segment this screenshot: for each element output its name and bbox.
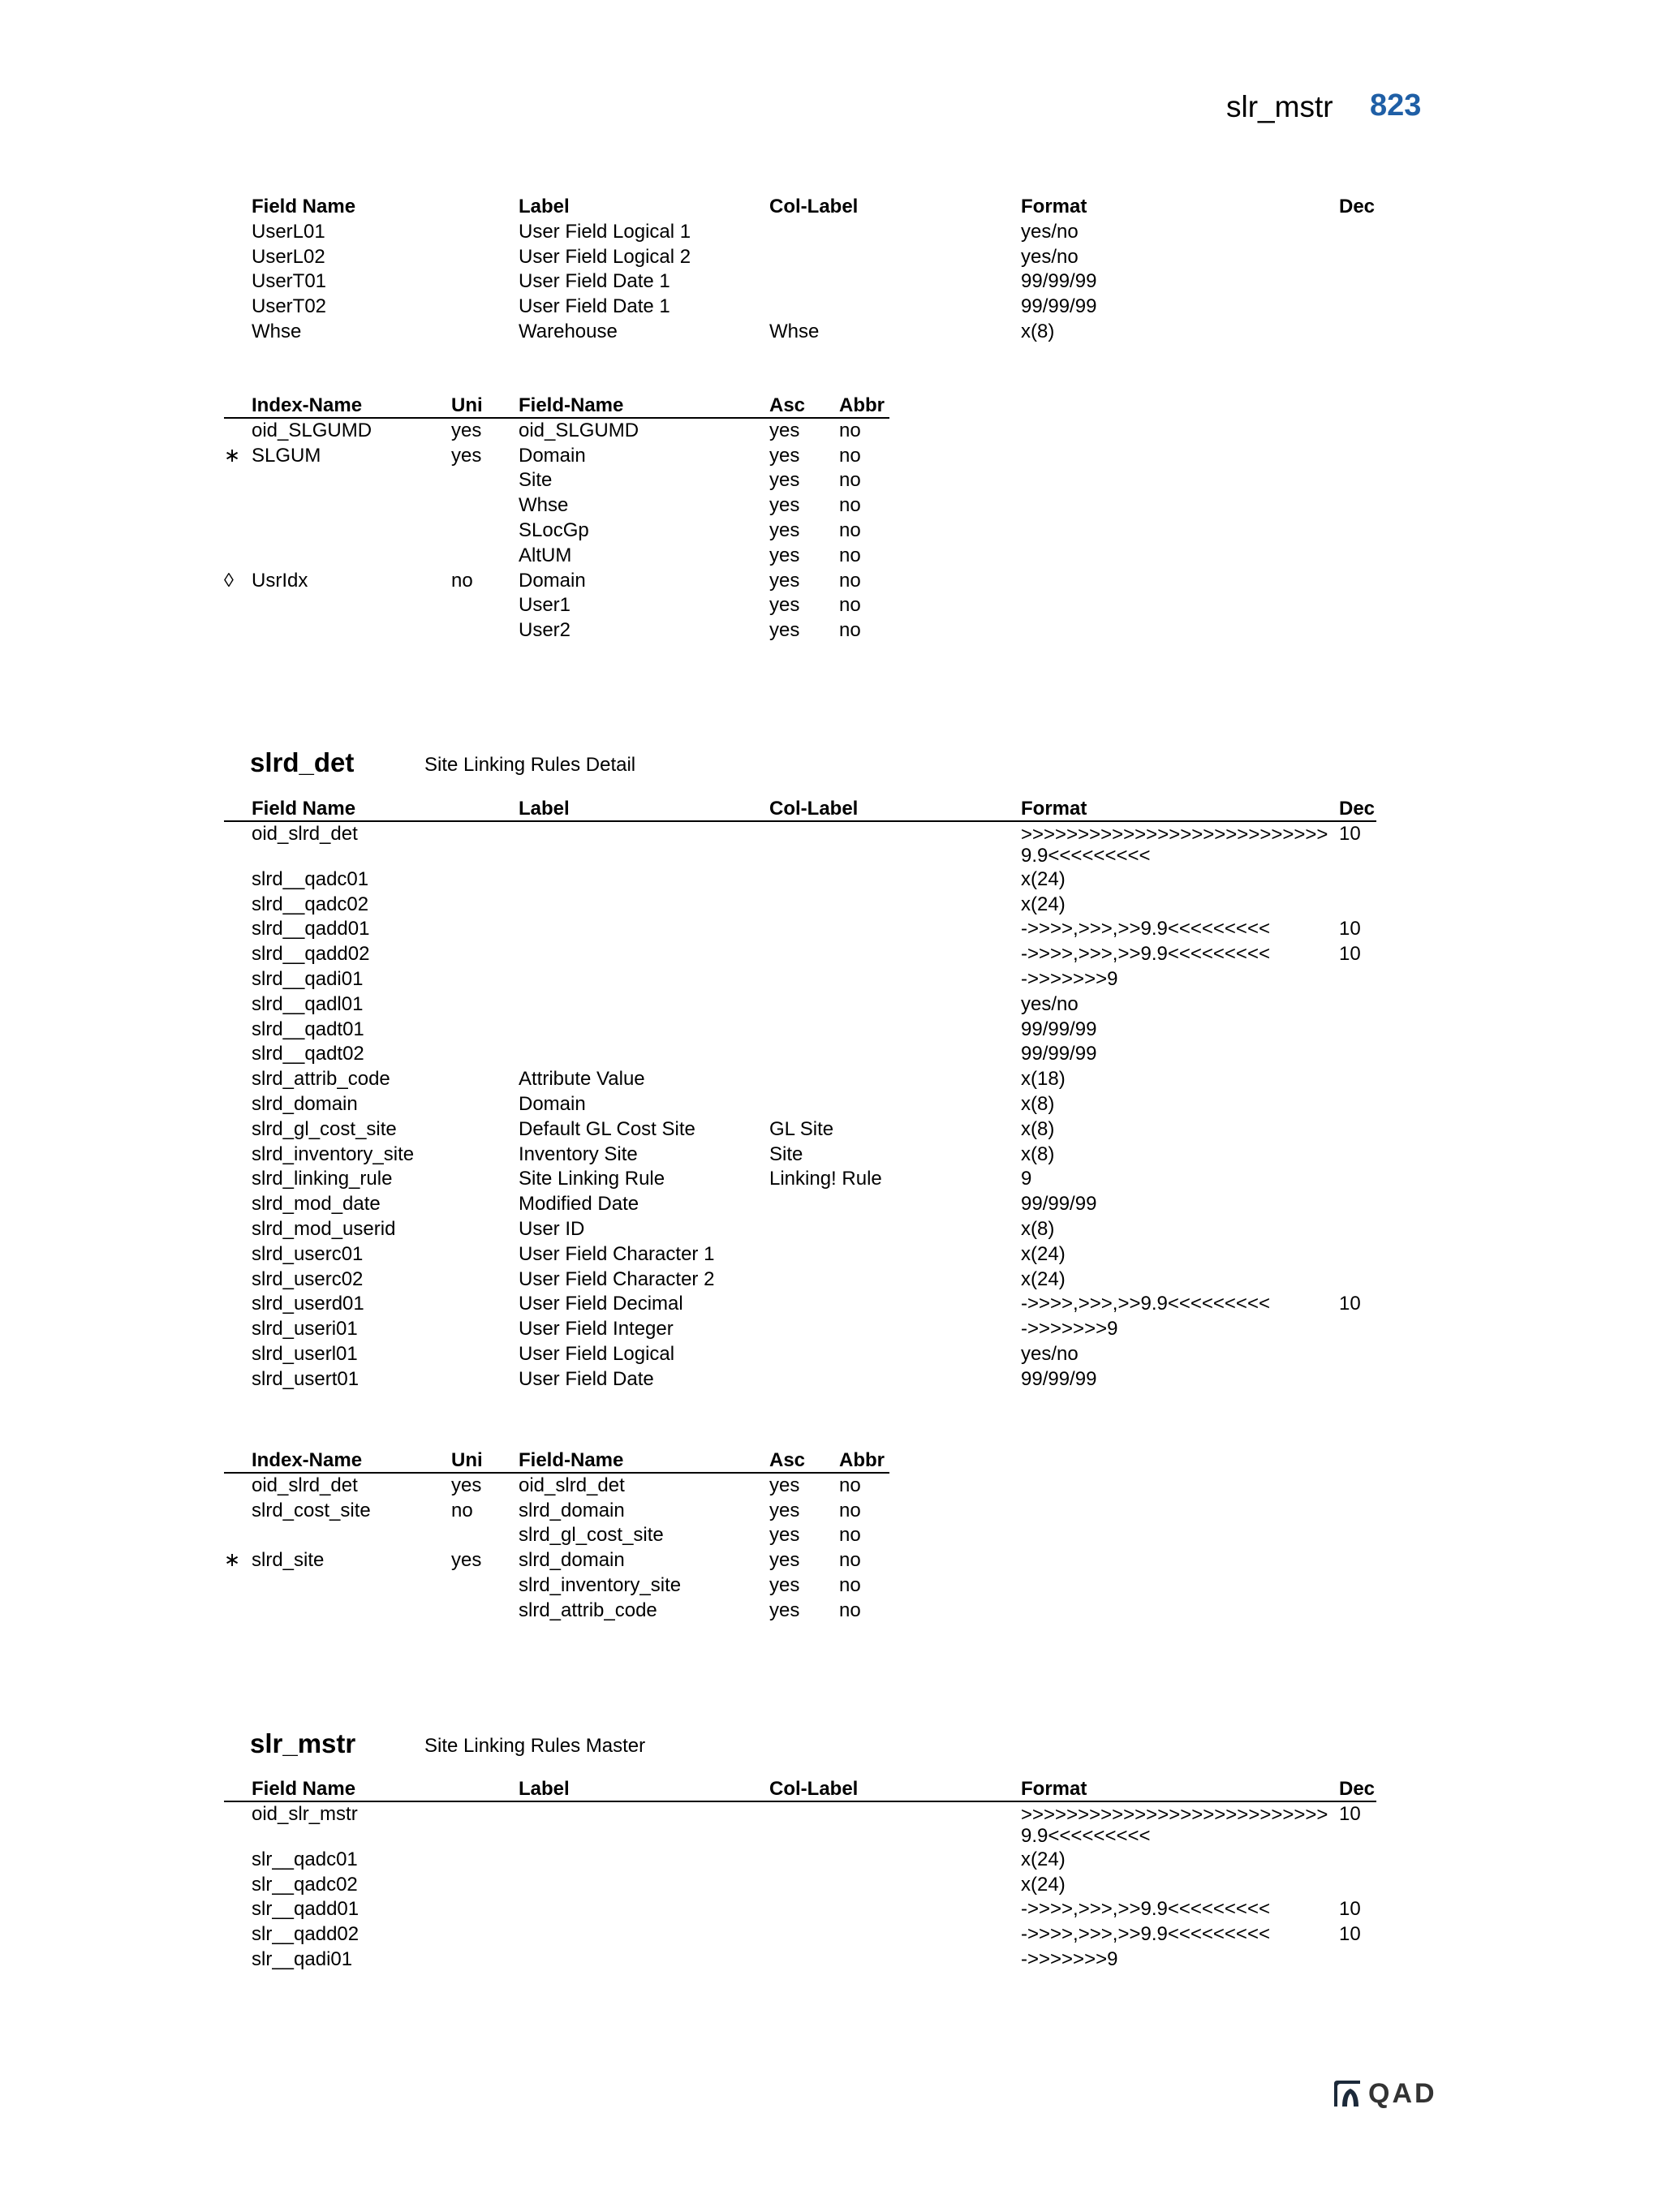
asc-cell: yes (769, 469, 800, 492)
table-row (224, 1802, 1376, 1848)
table-row (224, 992, 1376, 1018)
format-cell: ->>>>,>>>,>>9.9<<<<<<<<< (1021, 943, 1270, 966)
field-table-header (224, 1777, 1376, 1802)
index-table-continued (224, 394, 889, 643)
field-name-cell: slrd__qadt02 (252, 1043, 364, 1065)
format-cell: x(18) (1021, 1068, 1066, 1091)
abbr-header: Abbr (839, 1449, 885, 1471)
table-row (224, 1947, 1376, 1973)
field-name-cell: slrd_inventory_site (252, 1143, 415, 1165)
dec-cell: 10 (1339, 918, 1361, 940)
table-row (224, 468, 889, 493)
format-header: Format (1021, 798, 1087, 820)
field-table-continued (224, 195, 1376, 345)
field-name-cell: slrd__qadc02 (252, 893, 369, 915)
running-title: slr_mstr (1226, 90, 1333, 123)
field-name-cell: oid_slrd_det (519, 1474, 625, 1496)
section-description-slrd-det: Site Linking Rules Detail (424, 754, 636, 776)
table-row (224, 1018, 1376, 1043)
abbr-cell: no (839, 444, 861, 467)
asc-cell: yes (769, 444, 800, 467)
field-name-cell: slrd_mod_userid (252, 1217, 396, 1240)
table-row (224, 569, 889, 594)
field-name-cell: Whse (252, 320, 302, 342)
format-cell: ->>>>>>>9 (1021, 1318, 1118, 1341)
table-row (224, 544, 889, 569)
abbr-cell: no (839, 519, 861, 541)
table-row (224, 1242, 1376, 1267)
table-row (224, 320, 1376, 345)
format-cell: x(24) (1021, 893, 1066, 915)
field-name-cell: slr__qadc01 (252, 1848, 358, 1870)
format-cell: ->>>>>>>9 (1021, 967, 1118, 990)
field-name-cell: AltUM (519, 544, 572, 566)
format-cell: ->>>>,>>>,>>9.9<<<<<<<<< (1021, 1923, 1270, 1946)
field-name-cell: UserT02 (252, 295, 327, 318)
format-cell: yes/no (1021, 1342, 1079, 1365)
field-name-cell: Site (519, 469, 553, 492)
abbr-cell: no (839, 1524, 861, 1547)
label-cell: Modified Date (519, 1193, 639, 1216)
label-cell: User Field Character 2 (519, 1267, 715, 1290)
asc-cell: yes (769, 519, 800, 541)
field-name-cell: slrd_domain (519, 1499, 625, 1521)
abbr-cell: no (839, 1573, 861, 1596)
label-header: Label (519, 196, 570, 217)
field-name-cell: slrd__qadd02 (252, 943, 370, 966)
label-cell: Warehouse (519, 320, 618, 342)
field-name-cell: slrd__qadt01 (252, 1018, 364, 1040)
uni-header: Uni (451, 394, 483, 416)
table-row (224, 1067, 1376, 1092)
field-name-cell: slrd_userl01 (252, 1342, 358, 1365)
field-name-cell: slrd_userc02 (252, 1267, 364, 1290)
table-row (224, 1367, 1376, 1392)
asc-cell: yes (769, 419, 800, 441)
table-row (224, 1317, 1376, 1342)
section-title-slr-mstr: slr_mstr (250, 1728, 356, 1758)
label-cell: User Field Logical 2 (519, 245, 691, 268)
qad-logo-icon (1331, 2077, 1363, 2110)
label-header: Label (519, 798, 570, 820)
table-row (224, 893, 1376, 918)
asc-cell: yes (769, 1549, 800, 1572)
abbr-cell: no (839, 619, 861, 642)
page-number: 823 (1370, 88, 1422, 123)
field-name-header: Field-Name (519, 394, 624, 416)
index-marker: ◊ (224, 569, 234, 592)
label-cell: User ID (519, 1217, 585, 1240)
table-row (224, 1192, 1376, 1217)
format-cell: ->>>>,>>>,>>9.9<<<<<<<<< (1021, 1293, 1270, 1315)
table-row (224, 1848, 1376, 1873)
index-name-cell: SLGUM (252, 444, 321, 467)
format-cell: >>>>>>>>>>>>>>>>>>>>>>>>>>>9.9<<<<<<<<< (1021, 1803, 1328, 1847)
asc-cell: yes (769, 569, 800, 592)
qad-logo-text: QAD (1368, 2077, 1437, 2109)
label-cell: Inventory Site (519, 1143, 638, 1165)
uni-cell: no (451, 1499, 473, 1521)
table-row (224, 1548, 889, 1573)
field-name-cell: slrd_domain (519, 1549, 625, 1572)
format-cell: >>>>>>>>>>>>>>>>>>>>>>>>>>>9.9<<<<<<<<< (1021, 823, 1328, 867)
dec-header: Dec (1339, 798, 1376, 820)
format-cell: x(8) (1021, 320, 1055, 342)
field-name-cell: slrd_linking_rule (252, 1168, 393, 1190)
dec-header: Dec (1339, 1778, 1376, 1800)
field-name-cell: Domain (519, 444, 586, 467)
field-table-header (224, 195, 1376, 220)
field-name-cell: slrd__qadd01 (252, 918, 370, 940)
table-row (224, 444, 889, 469)
asc-cell: yes (769, 1573, 800, 1596)
table-row (224, 1167, 1376, 1192)
asc-cell: yes (769, 1474, 800, 1496)
field-name-cell: slr__qadi01 (252, 1947, 353, 1970)
format-cell: ->>>>>>>9 (1021, 1947, 1118, 1970)
qad-logo (1331, 2077, 1437, 2110)
field-name-header: Field Name (252, 1778, 356, 1800)
label-cell: User Field Decimal (519, 1293, 683, 1315)
table-row (224, 1573, 889, 1599)
table-row (224, 269, 1376, 295)
asc-cell: yes (769, 1499, 800, 1521)
format-cell: 99/99/99 (1021, 1018, 1097, 1040)
label-cell: Attribute Value (519, 1068, 645, 1091)
table-row (224, 1474, 889, 1499)
field-name-cell: Domain (519, 569, 586, 592)
table-row (224, 618, 889, 643)
index-table-header (224, 394, 889, 419)
label-cell: User Field Character 1 (519, 1242, 715, 1265)
label-cell: Site Linking Rule (519, 1168, 665, 1190)
uni-cell: yes (451, 419, 482, 441)
asc-cell: yes (769, 594, 800, 617)
index-marker: ∗ (224, 1549, 241, 1572)
table-row (224, 967, 1376, 992)
format-cell: yes/no (1021, 245, 1079, 268)
table-row (224, 220, 1376, 245)
abbr-header: Abbr (839, 394, 885, 416)
field-name-cell: slrd_inventory_site (519, 1573, 682, 1596)
table-row (224, 519, 889, 544)
field-name-cell: slrd_gl_cost_site (252, 1117, 397, 1140)
abbr-cell: no (839, 1599, 861, 1621)
format-cell: 99/99/99 (1021, 1193, 1097, 1216)
table-row (224, 1342, 1376, 1367)
format-cell: x(24) (1021, 1873, 1066, 1896)
col-label-cell: GL Site (769, 1117, 834, 1140)
field-name-cell: slrd__qadc01 (252, 867, 369, 890)
abbr-cell: no (839, 1499, 861, 1521)
field-table-header (224, 797, 1376, 822)
format-header: Format (1021, 196, 1087, 217)
section-description-slr-mstr: Site Linking Rules Master (424, 1735, 646, 1757)
field-name-header: Field Name (252, 196, 356, 217)
field-name-cell: slrd_useri01 (252, 1318, 358, 1341)
field-name-cell: slrd_mod_date (252, 1193, 381, 1216)
field-name-cell: UserT01 (252, 270, 327, 293)
abbr-cell: no (839, 594, 861, 617)
field-name-cell: oid_slr_mstr (252, 1802, 358, 1825)
label-cell: Default GL Cost Site (519, 1117, 695, 1140)
uni-header: Uni (451, 1449, 483, 1471)
table-row (224, 1897, 1376, 1922)
table-row (224, 593, 889, 618)
format-cell: x(8) (1021, 1092, 1055, 1115)
label-cell: User Field Date (519, 1367, 654, 1390)
asc-cell: yes (769, 619, 800, 642)
asc-cell: yes (769, 494, 800, 517)
field-name-cell: User1 (519, 594, 571, 617)
format-cell: x(8) (1021, 1143, 1055, 1165)
label-cell: User Field Logical 1 (519, 220, 691, 243)
format-cell: ->>>>,>>>,>>9.9<<<<<<<<< (1021, 1898, 1270, 1921)
index-table-header (224, 1448, 889, 1474)
field-name-cell: slrd_gl_cost_site (519, 1524, 664, 1547)
abbr-cell: no (839, 1549, 861, 1572)
field-name-cell: slr__qadc02 (252, 1873, 358, 1896)
table-row (224, 1042, 1376, 1067)
format-cell: 99/99/99 (1021, 1367, 1097, 1390)
index-name-header: Index-Name (252, 394, 363, 416)
format-cell: x(24) (1021, 1267, 1066, 1290)
uni-cell: yes (451, 1474, 482, 1496)
label-cell: User Field Date 1 (519, 270, 670, 293)
index-name-cell: slrd_cost_site (252, 1499, 371, 1521)
col-label-cell: Site (769, 1143, 803, 1165)
index-marker: ∗ (224, 444, 241, 467)
col-label-cell: Whse (769, 320, 820, 342)
col-label-header: Col-Label (769, 196, 859, 217)
abbr-cell: no (839, 469, 861, 492)
format-cell: x(24) (1021, 1242, 1066, 1265)
dec-cell: 10 (1339, 822, 1361, 845)
dec-cell: 10 (1339, 1293, 1361, 1315)
field-name-cell: slrd_domain (252, 1092, 358, 1115)
label-header: Label (519, 1778, 570, 1800)
table-row (224, 1292, 1376, 1317)
format-cell: yes/no (1021, 992, 1079, 1015)
table-row (224, 1922, 1376, 1947)
index-name-cell: UsrIdx (252, 569, 308, 592)
col-label-cell: Linking! Rule (769, 1168, 882, 1190)
format-cell: 99/99/99 (1021, 295, 1097, 318)
format-cell: 99/99/99 (1021, 270, 1097, 293)
table-row (224, 1092, 1376, 1117)
abbr-cell: no (839, 494, 861, 517)
asc-cell: yes (769, 1599, 800, 1621)
field-name-cell: UserL02 (252, 245, 325, 268)
table-row (224, 245, 1376, 270)
field-name-header: Field-Name (519, 1449, 624, 1471)
format-cell: 99/99/99 (1021, 1043, 1097, 1065)
index-name-cell: oid_slrd_det (252, 1474, 358, 1496)
abbr-cell: no (839, 569, 861, 592)
dec-header: Dec (1339, 196, 1376, 217)
label-cell: User Field Integer (519, 1318, 674, 1341)
table-row (224, 867, 1376, 893)
table-row (224, 1599, 889, 1624)
index-name-header: Index-Name (252, 1449, 363, 1471)
field-name-cell: Whse (519, 494, 569, 517)
format-header: Format (1021, 1778, 1087, 1800)
table-row (224, 822, 1376, 867)
field-name-cell: slrd__qadl01 (252, 992, 364, 1015)
field-table-slr-mstr (224, 1777, 1376, 1973)
format-cell: 9 (1021, 1168, 1032, 1190)
table-row (224, 1117, 1376, 1143)
table-row (224, 1873, 1376, 1898)
field-name-cell: slrd_userd01 (252, 1293, 364, 1315)
format-cell: x(8) (1021, 1217, 1055, 1240)
abbr-cell: no (839, 1474, 861, 1496)
dec-cell: 10 (1339, 943, 1361, 966)
format-cell: ->>>>,>>>,>>9.9<<<<<<<<< (1021, 918, 1270, 940)
table-row (224, 493, 889, 519)
dec-cell: 10 (1339, 1923, 1361, 1946)
table-row (224, 1217, 1376, 1242)
col-label-header: Col-Label (769, 798, 859, 820)
label-cell: Domain (519, 1092, 586, 1115)
field-name-cell: slrd_attrib_code (519, 1599, 657, 1621)
field-name-cell: User2 (519, 619, 571, 642)
field-name-header: Field Name (252, 798, 356, 820)
table-row (224, 1499, 889, 1524)
format-cell: yes/no (1021, 220, 1079, 243)
asc-cell: yes (769, 1524, 800, 1547)
format-cell: x(24) (1021, 1848, 1066, 1870)
asc-header: Asc (769, 1449, 806, 1471)
field-name-cell: slrd_attrib_code (252, 1068, 390, 1091)
table-row (224, 419, 889, 444)
table-row (224, 1267, 1376, 1293)
field-name-cell: oid_SLGUMD (519, 419, 639, 441)
abbr-cell: no (839, 544, 861, 566)
field-name-cell: UserL01 (252, 220, 325, 243)
asc-header: Asc (769, 394, 806, 416)
table-row (224, 917, 1376, 942)
asc-cell: yes (769, 544, 800, 566)
dec-cell: 10 (1339, 1802, 1361, 1825)
abbr-cell: no (839, 419, 861, 441)
field-name-cell: slr__qadd01 (252, 1898, 360, 1921)
field-name-cell: SLocGp (519, 519, 589, 541)
format-cell: x(24) (1021, 867, 1066, 890)
field-name-cell: oid_slrd_det (252, 822, 358, 845)
index-name-cell: oid_SLGUMD (252, 419, 372, 441)
index-name-cell: slrd_site (252, 1549, 325, 1572)
dec-cell: 10 (1339, 1898, 1361, 1921)
index-table-slrd-det (224, 1448, 889, 1624)
table-row (224, 1143, 1376, 1168)
section-title-slrd-det: slrd_det (250, 747, 355, 777)
table-row (224, 1523, 889, 1548)
label-cell: User Field Logical (519, 1342, 675, 1365)
field-table-slrd-det (224, 797, 1376, 1392)
uni-cell: yes (451, 444, 482, 467)
field-name-cell: slrd__qadi01 (252, 967, 364, 990)
table-row (224, 942, 1376, 967)
label-cell: User Field Date 1 (519, 295, 670, 318)
field-name-cell: slrd_usert01 (252, 1367, 360, 1390)
uni-cell: yes (451, 1549, 482, 1572)
uni-cell: no (451, 569, 473, 592)
format-cell: x(8) (1021, 1117, 1055, 1140)
table-row (224, 295, 1376, 320)
field-name-cell: slr__qadd02 (252, 1923, 360, 1946)
field-name-cell: slrd_userc01 (252, 1242, 364, 1265)
col-label-header: Col-Label (769, 1778, 859, 1800)
